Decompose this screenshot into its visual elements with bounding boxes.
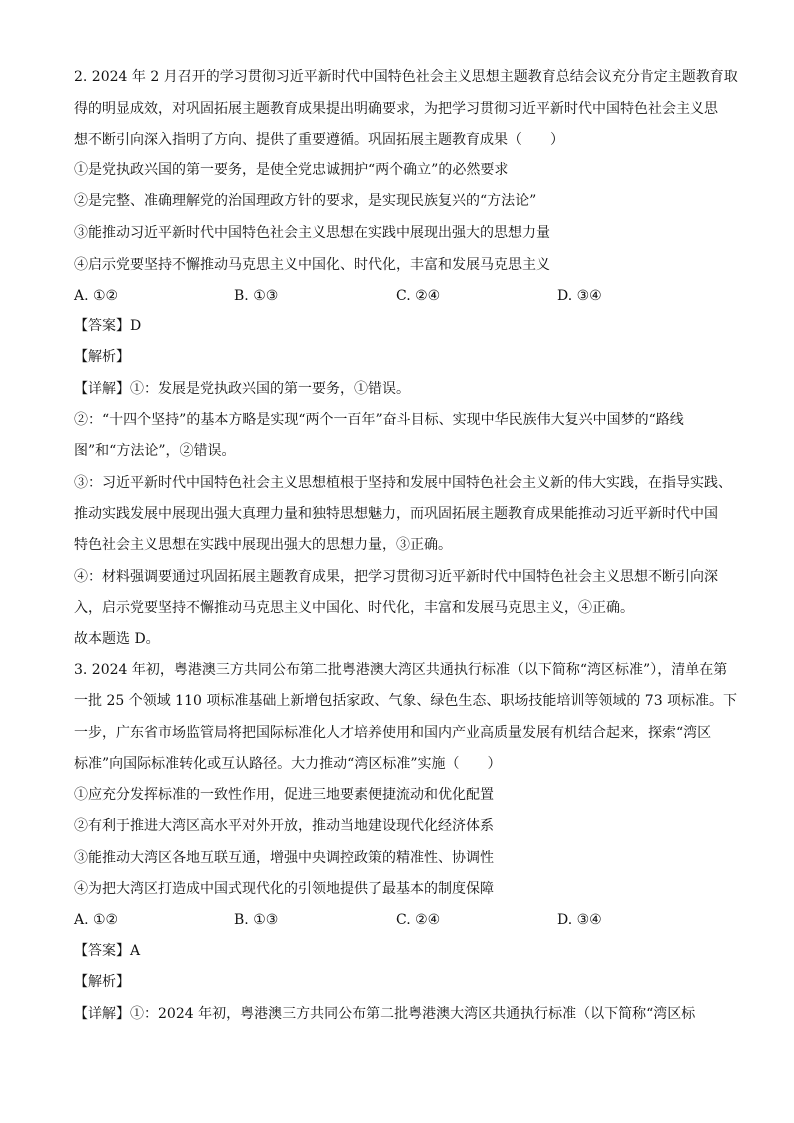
q2-option-b: B. ①③ (234, 288, 279, 304)
q2-analysis-line: 特色社会主义思想在实践中展现出强大的思想力量，③正确。 (74, 537, 452, 553)
q2-stem-line: 想不断引向深入指明了方向、提供了重要遵循。巩固拓展主题教育成果（ ） (74, 132, 564, 148)
q3-statement: ②有利于推进大湾区高水平对外开放，推动当地建设现代化经济体系 (74, 818, 494, 834)
q3-stem-line: 一步，广东省市场监管局将把国际标准化人才培养使用和国内产业高质量发展有机结合起来，探索“湾区 (74, 725, 712, 741)
q2-analysis-line: ④：材料强调要通过巩固拓展主题教育成果，把学习贯彻习近平新时代中国特色社会主义思想不断引向深 (74, 569, 718, 585)
q3-statement: ③能推动大湾区各地互联互通，增强中央调控政策的精准性、协调性 (74, 850, 494, 866)
q2-statement: ③能推动习近平新时代中国特色社会主义思想在实践中展现出强大的思想力量 (74, 225, 550, 241)
q3-statement: ①应充分发挥标准的一致性作用，促进三地要素便捷流动和优化配置 (74, 787, 494, 803)
q3-analysis-line: 【详解】①：2024 年初，粤港澳三方共同公布第二批粤港澳大湾区共通执行标准（以下简称“湾区标 (74, 1006, 696, 1022)
q3-analysis-heading: 【解析】 (74, 974, 130, 990)
q3-option-b: B. ①③ (234, 912, 279, 928)
q2-stem-line: 得的明显成效，对巩固拓展主题教育成果提出明确要求，为把学习贯彻习近平新时代中国特色社会主义思 (74, 101, 718, 117)
q3-statement: ④为把大湾区打造成中国式现代化的引领地提供了最基本的制度保障 (74, 881, 494, 897)
q3-option-a: A. ①② (74, 912, 119, 928)
q3-stem-line: 3. 2024 年初，粤港澳三方共同公布第二批粤港澳大湾区共通执行标准（以下简称“湾区标准”），清单在第 (74, 662, 728, 678)
q2-statement: ④启示党要坚持不懈推动马克思主义中国化、时代化，丰富和发展马克思主义 (74, 257, 550, 273)
q2-stem-line: 2. 2024 年 2 月召开的学习贯彻习近平新时代中国特色社会主义思想主题教育总结会议充分肯定主题教育取 (74, 69, 738, 85)
q2-analysis-line: 入，启示党要坚持不懈推动马克思主义中国化、时代化，丰富和发展马克思主义，④正确。 (74, 600, 634, 616)
q2-statement: ①是党执政兴国的第一要务，是使全党忠诚拥护“两个确立”的必然要求 (74, 162, 509, 178)
q2-statement: ②是完整、准确理解党的治国理政方针的要求，是实现民族复兴的“方法论” (74, 193, 537, 209)
q2-analysis-heading: 【解析】 (74, 349, 130, 365)
q3-option-d: D. ③④ (557, 912, 602, 928)
q2-analysis-conclusion: 故本题选 D。 (74, 631, 160, 647)
q2-analysis-line: 图”和“方法论”，②错误。 (74, 443, 236, 459)
q3-option-c: C. ②④ (396, 912, 441, 928)
q3-stem-line: 一批 25 个领域 110 项标准基础上新增包括家政、气象、绿色生态、职场技能培训等领域的 73 项标准。下 (74, 693, 738, 709)
q2-option-c: C. ②④ (396, 288, 441, 304)
q2-option-a: A. ①② (74, 288, 119, 304)
q2-analysis-line: 推动实践发展中展现出强大真理力量和独特思想魅力，而巩固拓展主题教育成果能推动习近平新时代中国 (74, 506, 718, 522)
q2-analysis-line: ②：“十四个坚持”的基本方略是实现“两个一百年”奋斗目标、实现中华民族伟大复兴中国梦的“路线 (74, 412, 684, 428)
q3-answer: 【答案】A (74, 943, 141, 959)
q2-analysis-line: 【详解】①：发展是党执政兴国的第一要务，①错误。 (74, 381, 410, 397)
q2-option-d: D. ③④ (557, 288, 602, 304)
q3-stem-line: 标准”向国际标准转化或互认路径。大力推动“湾区标准”实施（ ） (74, 756, 502, 772)
q2-analysis-line: ③：习近平新时代中国特色社会主义思想植根于坚持和发展中国特色社会主义新的伟大实践，在指导实践、 (74, 475, 732, 491)
q2-answer: 【答案】D (74, 318, 142, 334)
